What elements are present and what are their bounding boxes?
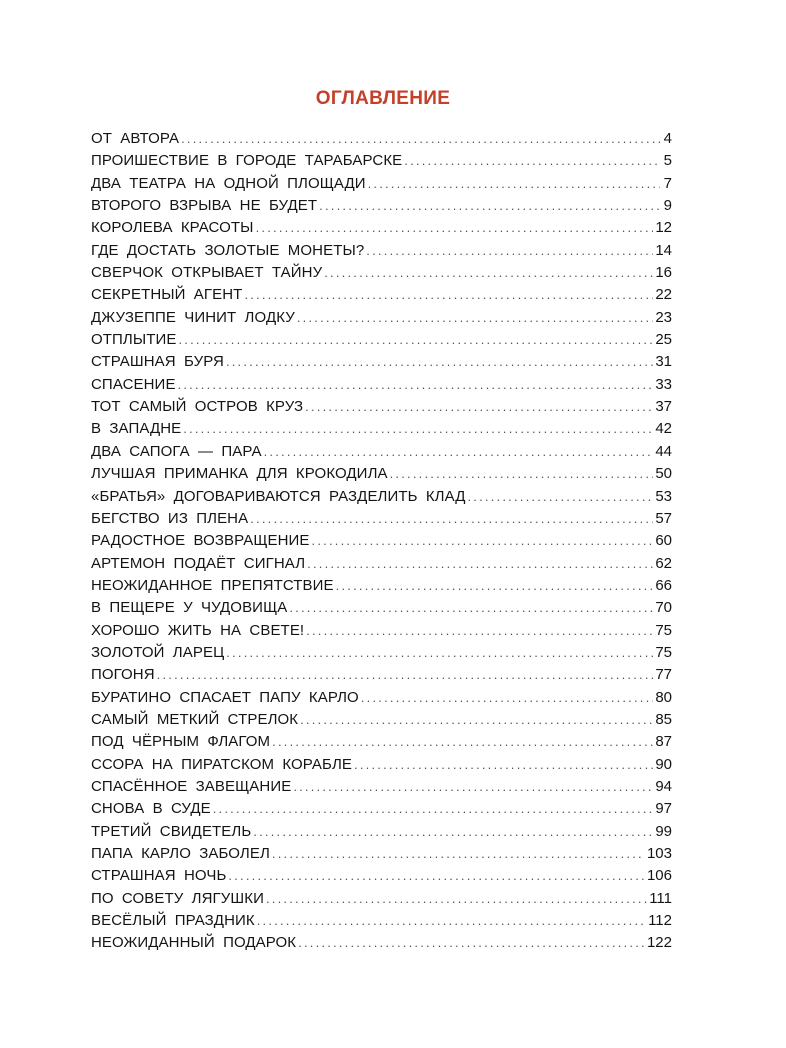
- toc-entry-title: ВТОРОГО ВЗРЫВА НЕ БУДЕТ: [91, 197, 318, 215]
- toc-entry-page-number: 87: [655, 733, 672, 751]
- toc-entry-title: АРТЕМОН ПОДАЁТ СИГНАЛ: [91, 554, 306, 572]
- toc-dot-leader: [404, 150, 660, 172]
- toc-entry: [91, 217, 672, 239]
- toc-dot-leader: [293, 776, 653, 798]
- toc-entry-title: В ПЕЩЕРЕ У ЧУДОВИЩА: [91, 599, 288, 617]
- toc-entry: [91, 798, 672, 820]
- toc-entry-page-number: 44: [655, 442, 672, 460]
- toc-entry-title: СТРАШНАЯ НОЧЬ: [91, 867, 227, 885]
- toc-dot-leader: [253, 821, 653, 843]
- toc-entry-title: ОТ АВТОРА: [91, 130, 180, 147]
- toc-entry-title: ЗОЛОТОЙ ЛАРЕЦ: [91, 643, 225, 661]
- toc-entry-title: ХОРОШО ЖИТЬ НА СВЕТЕ!: [91, 621, 305, 639]
- toc-entry-title: САМЫЙ МЕТКИЙ СТРЕЛОК: [91, 710, 299, 728]
- toc-dot-leader: [307, 553, 653, 575]
- toc-dot-leader: [244, 284, 653, 306]
- toc-dot-leader: [181, 128, 660, 150]
- toc-entry-title: РАДОСТНОЕ ВОЗВРАЩЕНИЕ: [91, 532, 310, 550]
- toc-entry-title: «БРАТЬЯ» ДОГОВАРИВАЮТСЯ РАЗДЕЛИТЬ КЛАД: [91, 487, 466, 505]
- toc-entry: [91, 441, 672, 463]
- toc-entry-title: ВЕСЁЛЫЙ ПРАЗДНИК: [91, 912, 255, 930]
- toc-dot-leader: [368, 173, 660, 195]
- toc-dot-leader: [297, 307, 653, 329]
- toc-entry-page-number: 103: [646, 845, 672, 862]
- toc-entry-page-number: 9: [663, 197, 672, 215]
- toc-entry-page-number: 60: [655, 532, 672, 550]
- toc-entry-title: НЕОЖИДАННЫЙ ПОДАРОК: [91, 934, 297, 952]
- toc-entry: [91, 776, 672, 798]
- toc-entry: [91, 553, 672, 575]
- toc-dot-leader: [226, 351, 653, 373]
- toc-entry-page-number: 85: [655, 710, 672, 728]
- toc-dot-leader: [228, 865, 645, 887]
- toc-entry-title: ДЖУЗЕППЕ ЧИНИТ ЛОДКУ: [91, 308, 295, 326]
- toc-entry: [91, 932, 672, 954]
- toc-entry: [91, 150, 672, 172]
- toc-entry: [91, 508, 672, 530]
- toc-entry-title: СТРАШНАЯ БУРЯ: [91, 353, 224, 371]
- toc-entry: [91, 307, 672, 329]
- toc-entry-page-number: 14: [655, 241, 672, 259]
- toc-dot-leader: [361, 687, 653, 709]
- toc-entry-title: ПО СОВЕТУ ЛЯГУШКИ: [91, 889, 264, 907]
- toc-entry-title: ПОД ЧЁРНЫМ ФЛАГОМ: [91, 733, 271, 751]
- toc-entry-page-number: 75: [655, 643, 672, 661]
- toc-entry-page-number: 7: [663, 174, 672, 192]
- toc-dot-leader: [305, 396, 653, 418]
- toc-entry-page-number: 12: [655, 219, 672, 237]
- toc-dot-leader: [157, 664, 654, 686]
- toc-dot-leader: [257, 910, 646, 932]
- toc-entry: [91, 463, 672, 485]
- toc-entry-page-number: 66: [655, 576, 672, 594]
- toc-entry: [91, 687, 672, 709]
- toc-entry: [91, 240, 672, 262]
- toc-entry-title: ГДЕ ДОСТАТЬ ЗОЛОТЫЕ МОНЕТЫ?: [91, 241, 365, 259]
- toc-dot-leader: [266, 888, 647, 910]
- toc-entry: [91, 195, 672, 217]
- toc-entry-title: СПАСЁННОЕ ЗАВЕЩАНИЕ: [91, 777, 292, 795]
- toc-entry: [91, 888, 672, 910]
- toc-entry: [91, 642, 672, 664]
- toc-dot-leader: [272, 731, 653, 753]
- toc-dot-leader: [250, 508, 653, 530]
- toc-entry-title: БУРАТИНО СПАСАЕТ ПАПУ КАРЛО: [91, 688, 359, 706]
- toc-dot-leader: [264, 441, 654, 463]
- toc-dot-leader: [272, 843, 645, 865]
- toc-entry-page-number: 111: [649, 889, 672, 907]
- toc-dot-leader: [226, 642, 653, 664]
- toc-entry-title: ПАПА КАРЛО ЗАБОЛЕЛ: [91, 845, 270, 862]
- toc-entry-page-number: 33: [655, 375, 672, 393]
- toc-entry-page-number: 4: [663, 130, 672, 147]
- toc-entry-title: ТРЕТИЙ СВИДЕТЕЛЬ: [91, 822, 252, 840]
- toc-entry: [91, 351, 672, 373]
- toc-entry-title: ССОРА НА ПИРАТСКОМ КОРАБЛЕ: [91, 755, 353, 773]
- toc-dot-leader: [354, 754, 653, 776]
- toc-entry-page-number: 90: [655, 755, 672, 773]
- toc-entry: [91, 128, 672, 150]
- toc-dot-leader: [289, 597, 653, 619]
- toc-entry-title: СНОВА В СУДЕ: [91, 800, 211, 818]
- toc-entry-page-number: 16: [655, 264, 672, 282]
- toc-entry-page-number: 62: [655, 554, 672, 572]
- toc-entry-title: СВЕРЧОК ОТКРЫВАЕТ ТАЙНУ: [91, 264, 323, 282]
- toc-entry-page-number: 53: [655, 487, 672, 505]
- toc-entry-title: ДВА ТЕАТРА НА ОДНОЙ ПЛОЩАДИ: [91, 174, 366, 192]
- toc-entry: [91, 865, 672, 887]
- toc-entry-title: БЕГСТВО ИЗ ПЛЕНА: [91, 509, 249, 527]
- toc-entry-page-number: 77: [655, 666, 672, 684]
- toc-entry: [91, 374, 672, 396]
- toc-entry-title: СПАСЕНИЕ: [91, 375, 176, 393]
- toc-entry-title: В ЗАПАДНЕ: [91, 420, 182, 438]
- toc-dot-leader: [324, 262, 653, 284]
- toc-entry: [91, 731, 672, 753]
- toc-entry-title: СЕКРЕТНЫЙ АГЕНТ: [91, 286, 243, 304]
- toc-entry-page-number: 80: [655, 688, 672, 706]
- toc-entry: [91, 329, 672, 351]
- toc-entry: [91, 821, 672, 843]
- toc-entry-page-number: 112: [648, 912, 672, 930]
- toc-entry: [91, 620, 672, 642]
- toc-entry: [91, 843, 672, 865]
- toc-entry: [91, 910, 672, 932]
- toc-dot-leader: [319, 195, 660, 217]
- toc-dot-leader: [306, 620, 653, 642]
- toc-entry-page-number: 57: [655, 509, 672, 527]
- toc-dot-leader: [213, 798, 654, 820]
- toc-entry: [91, 173, 672, 195]
- toc-entry-page-number: 106: [646, 867, 672, 885]
- toc-entry-title: ТОТ САМЫЙ ОСТРОВ КРУЗ: [91, 398, 304, 416]
- toc-entry-page-number: 37: [655, 398, 672, 416]
- toc-entry-title: ПРОИШЕСТВИЕ В ГОРОДЕ ТАРАБАРСКЕ: [91, 152, 403, 170]
- toc-entry-page-number: 25: [655, 331, 672, 349]
- toc-entry-page-number: 97: [655, 800, 672, 818]
- toc-entry-page-number: 31: [655, 353, 672, 371]
- toc-entry-page-number: 5: [663, 152, 672, 170]
- toc-entry-title: ОТПЛЫТИЕ: [91, 331, 177, 349]
- toc-entry: [91, 486, 672, 508]
- toc-entry: [91, 418, 672, 440]
- toc-entry: [91, 284, 672, 306]
- toc-dot-leader: [390, 463, 654, 485]
- toc-entry-title: ПОГОНЯ: [91, 666, 155, 684]
- toc-entry-title: НЕОЖИДАННОЕ ПРЕПЯТСТВИЕ: [91, 576, 334, 594]
- toc-entry-page-number: 99: [655, 822, 672, 840]
- toc-entry: [91, 262, 672, 284]
- toc-dot-leader: [178, 374, 654, 396]
- toc-dot-leader: [366, 240, 653, 262]
- toc-entry-page-number: 23: [655, 308, 672, 326]
- toc-entry: [91, 575, 672, 597]
- toc-entry: [91, 597, 672, 619]
- toc-dot-leader: [256, 217, 654, 239]
- toc-entry-title: ЛУЧШАЯ ПРИМАНКА ДЛЯ КРОКОДИЛА: [91, 465, 388, 483]
- toc-dot-leader: [300, 709, 653, 731]
- toc-dot-leader: [178, 329, 653, 351]
- toc-dot-leader: [468, 486, 654, 508]
- toc-entry-page-number: 122: [646, 934, 672, 952]
- toc-entry-page-number: 42: [655, 420, 672, 438]
- toc-heading: ОГЛАВЛЕНИЕ: [315, 88, 451, 109]
- toc-entry-page-number: 70: [655, 599, 672, 617]
- toc-dot-leader: [183, 418, 653, 440]
- toc-entry-page-number: 22: [655, 286, 672, 304]
- toc-dot-leader: [336, 575, 654, 597]
- toc-entry: [91, 664, 672, 686]
- toc-entry: [91, 530, 672, 552]
- toc-entry-page-number: 94: [655, 777, 672, 795]
- toc-entry: [91, 396, 672, 418]
- toc-entry-title: ДВА САПОГА — ПАРА: [91, 442, 262, 460]
- toc-dot-leader: [312, 530, 654, 552]
- toc-entry-title: КОРОЛЕВА КРАСОТЫ: [91, 219, 254, 237]
- toc-list: [91, 128, 672, 955]
- toc-entry: [91, 709, 672, 731]
- toc-entry-page-number: 75: [655, 621, 672, 639]
- toc-entry-page-number: 50: [655, 465, 672, 483]
- toc-entry: [91, 754, 672, 776]
- toc-dot-leader: [298, 932, 645, 954]
